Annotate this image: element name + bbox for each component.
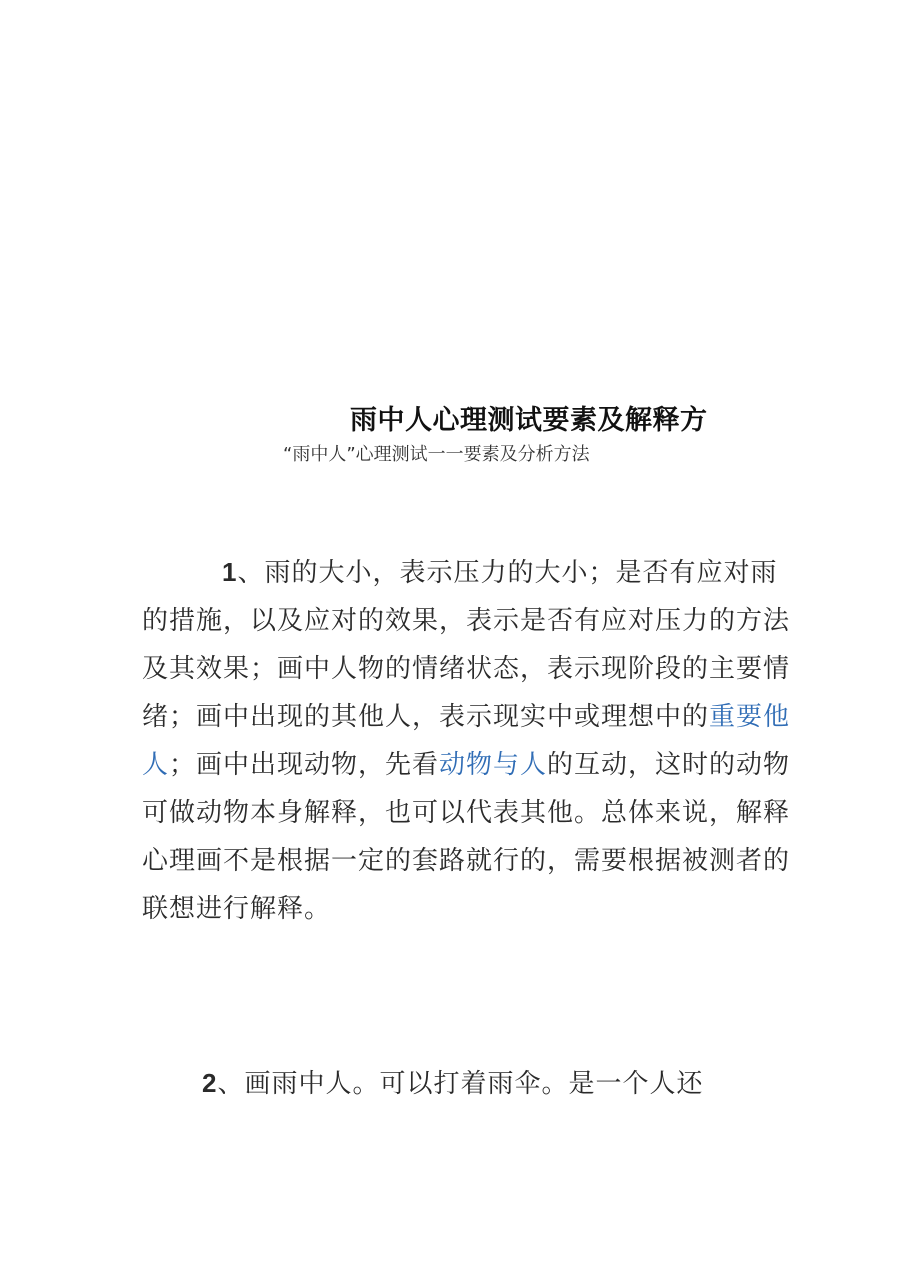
paragraph-2-number: 2 <box>202 1068 218 1098</box>
paragraph-1 <box>142 548 792 933</box>
animal-human-link[interactable]: 动物与人 <box>439 750 548 780</box>
paragraph-1-text-a: 、雨的大小，表示压力的大小；是否有应对雨的措施，以及应对的效果，表示是否有应对压力的方法及其效果；画中人物的情绪状态，表示现阶段的主要情绪；画中出现的其他人，表示现实中或理想中的 <box>142 558 791 732</box>
document-subtitle: “雨中人”心理测试一一要素及分析方法 <box>283 444 590 465</box>
important-others-link[interactable]: 重要他人 <box>142 702 791 780</box>
paragraph-1-text-b: ；画中出现动物，先看 <box>169 750 440 780</box>
paragraph-2-text: 、画雨中人。可以打着雨伞。是一个人还 <box>217 1069 704 1099</box>
paragraph-1-number: 1 <box>222 557 238 587</box>
paragraph-1-text-c: 的互动，这时的动物可做动物本身解释，也可以代表其他。总体来说，解释心理画不是根据一定的套路就行的，需要根据被测者的联想进行解释。 <box>142 750 791 924</box>
paragraph-2 <box>202 1059 703 1108</box>
document-title: 雨中人心理测试要素及解释方 <box>350 405 708 436</box>
